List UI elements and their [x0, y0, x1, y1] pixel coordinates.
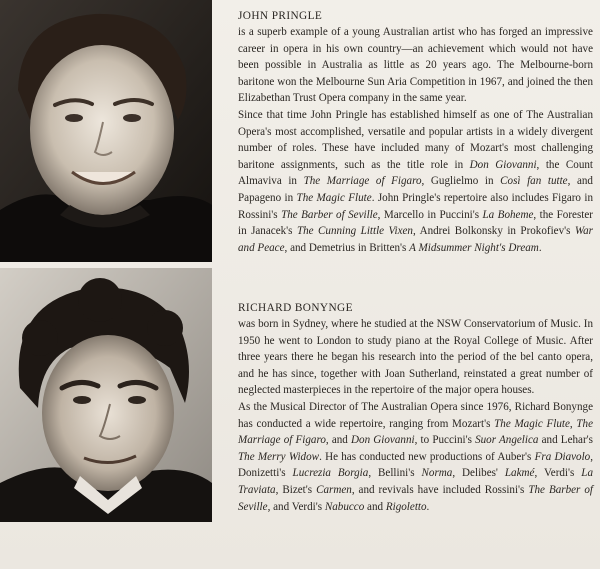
text: , to Puccini's	[414, 434, 476, 447]
title-italic: Fra Diavolo	[534, 450, 591, 463]
portrait-photo-john-pringle	[0, 0, 212, 262]
title-italic: The Barber of Seville	[281, 208, 378, 221]
portrait-photo-richard-bonynge	[0, 268, 212, 522]
text: , and Demetrius in Britten's	[284, 241, 410, 254]
title-italic: Don Giovanni	[351, 434, 415, 447]
text: .	[426, 500, 430, 513]
text: . John Pringle's repertoire also includes Figaro in Rossini's	[238, 191, 593, 221]
bio-paragraph: is a superb example of a young Australian artist who has forged an impressive career in opera in his own country—an achievement which would not have been possible in Australia as little as 20 years ago. The Melbourne-born baritone won the Melbourne Sun Aria Competition in 1967, and joined the then Elizabethan Trust Opera company in the same year.	[238, 26, 593, 105]
title-italic: Carmen	[316, 483, 352, 496]
bio-name-richard-bonynge: RICHARD BONYNGE	[238, 302, 353, 314]
bio-paragraph: was born in Sydney, where he studied at the NSW Conservatorium of Music. In 1950 he went to London to study piano at the Royal College of Music. After three years there he began his research into the period of the bel canto opera, and he has since, together with Joan Sutherland, reinstated a great number of neglected masterpieces in the repertoire of the major opera houses.	[238, 318, 593, 397]
text: , Andrei Bolkonsky in Prokofiev's	[412, 225, 575, 238]
text: , and Papageno in	[238, 175, 593, 204]
text: , and Verdi's	[267, 500, 325, 513]
text: , and revivals have included Rossini's	[351, 483, 529, 496]
title-italic: The Magic Flute	[296, 191, 372, 204]
title-italic: Suor Angelica	[475, 434, 539, 447]
title-italic: Lakmé	[504, 467, 535, 480]
title-italic: Norma	[421, 467, 453, 480]
bio-paragraph	[238, 107, 593, 256]
title-italic: A Midsummer Night's Dream	[409, 241, 539, 254]
title-italic: War and Peace	[238, 225, 593, 254]
text: .	[538, 241, 542, 254]
title-italic: The Magic Flute	[494, 417, 570, 430]
text: As the Musical Director of The Australian Opera since 1976, Richard Bonynge has conducted a wide repertoire, ranging from Mozart's	[238, 400, 593, 430]
text: , the Forester in Janacek's	[238, 208, 593, 238]
title-italic: The Merry Widow	[238, 450, 320, 463]
title-italic: The Marriage of Figaro	[238, 417, 593, 447]
title-italic: The Cunning Little Vixen	[296, 225, 413, 238]
portrait-1-image	[0, 0, 212, 262]
text: Since that time John Pringle has established himself as one of The Australian Opera's most accomplished, versatile and popular artists in a widely divergent number of roles. These have included many of Mozart's most challenging baritone assignments, such as the title role in	[238, 108, 593, 171]
text: , Delibes'	[452, 467, 505, 480]
text: and	[364, 500, 386, 513]
bio-john-pringle	[238, 8, 593, 256]
bio-name-john-pringle: JOHN PRINGLE	[238, 10, 323, 22]
text: , Bizet's	[275, 483, 317, 496]
text: ,	[569, 417, 577, 430]
title-italic: La Traviata	[238, 467, 593, 496]
text: and Lehar's	[538, 434, 593, 447]
text: , Marcello in Puccini's	[377, 208, 483, 221]
text: , and	[325, 434, 352, 447]
title-italic: The Marriage of Figaro	[303, 175, 422, 188]
bio-richard-bonynge	[238, 300, 593, 515]
title-italic: Rigoletto	[385, 500, 427, 513]
text: , Donizetti's	[238, 450, 594, 480]
bio-paragraph	[238, 399, 593, 515]
text: , Verdi's	[534, 467, 582, 480]
text: , Bellini's	[368, 467, 422, 480]
title-italic: Nabucco	[324, 500, 365, 513]
title-italic: La Boheme	[482, 208, 534, 221]
title-italic: Don Giovanni	[469, 158, 537, 171]
title-italic: The Barber of Seville	[238, 483, 593, 513]
title-italic: Lucrezia Borgia	[292, 467, 369, 480]
portrait-2-image	[0, 268, 212, 522]
text: . He has conducted new productions of Auber's	[319, 450, 535, 463]
text: , Guglielmo in	[421, 175, 501, 188]
text: , the Count Almaviva in	[238, 158, 593, 188]
title-italic: Così fan tutte	[500, 175, 568, 188]
